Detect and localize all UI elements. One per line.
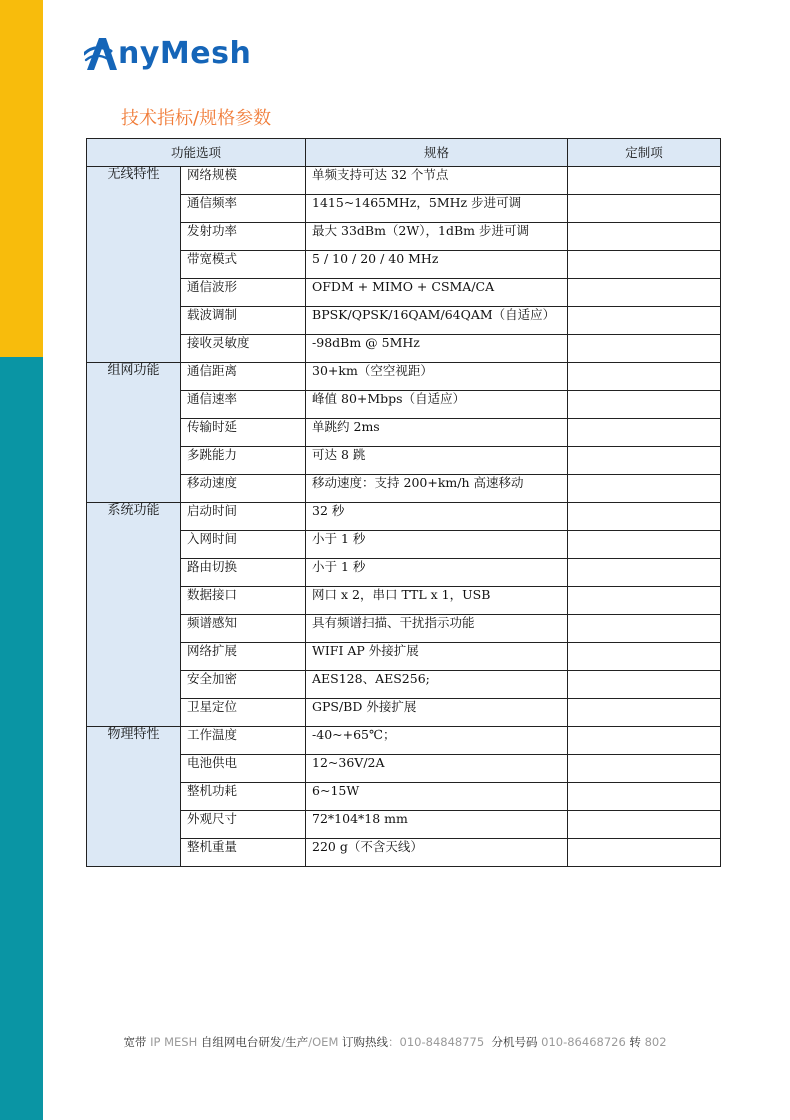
table-row	[87, 615, 721, 643]
spec-cell: BPSK/QPSK/16QAM/64QAM（自适应）	[306, 307, 568, 335]
footer-text-part: 分机号码	[484, 1035, 542, 1049]
table-row	[87, 363, 721, 391]
spec-cell: 6~15W	[306, 783, 568, 811]
feature-cell: 网络规模	[181, 167, 306, 195]
table-row	[87, 755, 721, 783]
custom-cell	[568, 307, 721, 335]
footer-text-part: ：010-84848775	[388, 1035, 485, 1049]
group-label: 无线特性	[87, 167, 181, 363]
spec-cell: 12~36V/2A	[306, 755, 568, 783]
table-row	[87, 811, 721, 839]
feature-cell: 移动速度	[181, 475, 306, 503]
footer-text-part: /	[281, 1035, 286, 1049]
custom-cell	[568, 335, 721, 363]
custom-cell	[568, 671, 721, 699]
table-row	[87, 391, 721, 419]
footer-text-part: /OEM	[308, 1035, 339, 1049]
footer-text-part: 自组网电台研发	[197, 1035, 282, 1049]
feature-cell: 多跳能力	[181, 447, 306, 475]
custom-cell	[568, 643, 721, 671]
spec-cell: 小于 1 秒	[306, 559, 568, 587]
custom-cell	[568, 587, 721, 615]
custom-cell	[568, 503, 721, 531]
spec-cell: 网口 x 2，串口 TTL x 1，USB	[306, 587, 568, 615]
feature-cell: 载波调制	[181, 307, 306, 335]
spec-table-body	[87, 167, 721, 867]
feature-cell: 发射功率	[181, 223, 306, 251]
spec-cell: 32 秒	[306, 503, 568, 531]
custom-cell	[568, 447, 721, 475]
footer-text-part: 010-86468726	[541, 1035, 626, 1049]
feature-cell: 整机重量	[181, 839, 306, 867]
feature-cell: 通信波形	[181, 279, 306, 307]
custom-cell	[568, 727, 721, 755]
table-row	[87, 223, 721, 251]
spec-table	[86, 138, 721, 867]
footer-text-part: IP MESH	[150, 1035, 198, 1049]
table-row	[87, 335, 721, 363]
custom-cell	[568, 811, 721, 839]
spec-cell: 5 / 10 / 20 / 40 MHz	[306, 251, 568, 279]
sidebar-accent-teal	[0, 357, 43, 1120]
spec-cell: AES128、AES256;	[306, 671, 568, 699]
table-row	[87, 307, 721, 335]
custom-cell	[568, 699, 721, 727]
section-title: 技术指标/规格参数	[121, 108, 272, 129]
footer-contact	[0, 1034, 790, 1050]
logo-a-mark	[84, 34, 120, 74]
custom-cell	[568, 755, 721, 783]
table-row	[87, 419, 721, 447]
feature-cell: 频谱感知	[181, 615, 306, 643]
anymesh-logo	[84, 34, 251, 74]
feature-cell: 网络扩展	[181, 643, 306, 671]
spec-cell: -98dBm @ 5MHz	[306, 335, 568, 363]
custom-cell	[568, 223, 721, 251]
table-row	[87, 587, 721, 615]
feature-cell: 启动时间	[181, 503, 306, 531]
sidebar-accent-yellow	[0, 0, 43, 357]
custom-cell	[568, 615, 721, 643]
footer-text-part: 802	[644, 1035, 667, 1049]
table-row	[87, 671, 721, 699]
feature-cell: 电池供电	[181, 755, 306, 783]
feature-cell: 入网时间	[181, 531, 306, 559]
group-label: 物理特性	[87, 727, 181, 867]
feature-cell: 接收灵敏度	[181, 335, 306, 363]
feature-cell: 路由切换	[181, 559, 306, 587]
header-feature: 功能选项	[87, 139, 306, 167]
table-row	[87, 783, 721, 811]
table-row	[87, 699, 721, 727]
table-header-row	[87, 139, 721, 167]
spec-cell: 具有频谱扫描、干扰指示功能	[306, 615, 568, 643]
feature-cell: 通信频率	[181, 195, 306, 223]
feature-cell: 数据接口	[181, 587, 306, 615]
table-row	[87, 531, 721, 559]
logo-text: nyMesh	[118, 36, 252, 71]
spec-cell: 30+km（空空视距）	[306, 363, 568, 391]
feature-cell: 安全加密	[181, 671, 306, 699]
spec-cell: OFDM + MIMO + CSMA/CA	[306, 279, 568, 307]
group-label: 组网功能	[87, 363, 181, 503]
spec-cell: 单频支持可达 32 个节点	[306, 167, 568, 195]
custom-cell	[568, 531, 721, 559]
table-row	[87, 251, 721, 279]
table-row	[87, 643, 721, 671]
spec-cell: 最大 33dBm（2W），1dBm 步进可调	[306, 223, 568, 251]
spec-cell: 小于 1 秒	[306, 531, 568, 559]
feature-cell: 带宽模式	[181, 251, 306, 279]
custom-cell	[568, 279, 721, 307]
spec-cell: 移动速度：支持 200+km/h 高速移动	[306, 475, 568, 503]
custom-cell	[568, 251, 721, 279]
feature-cell: 通信速率	[181, 391, 306, 419]
spec-cell: 1415~1465MHz，5MHz 步进可调	[306, 195, 568, 223]
table-row	[87, 447, 721, 475]
header-spec: 规格	[306, 139, 568, 167]
custom-cell	[568, 363, 721, 391]
table-row	[87, 559, 721, 587]
footer-text-part: 宽带	[123, 1035, 151, 1049]
group-label: 系统功能	[87, 503, 181, 727]
spec-cell: 峰值 80+Mbps（自适应）	[306, 391, 568, 419]
feature-cell: 卫星定位	[181, 699, 306, 727]
spec-cell: -40~+65℃；	[306, 727, 568, 755]
custom-cell	[568, 195, 721, 223]
footer-text-part: 转	[625, 1035, 645, 1049]
table-row	[87, 195, 721, 223]
spec-cell: 可达 8 跳	[306, 447, 568, 475]
footer-text-part: 生产	[285, 1035, 309, 1049]
custom-cell	[568, 167, 721, 195]
custom-cell	[568, 419, 721, 447]
spec-cell: 单跳约 2ms	[306, 419, 568, 447]
spec-cell: GPS/BD 外接扩展	[306, 699, 568, 727]
custom-cell	[568, 783, 721, 811]
feature-cell: 整机功耗	[181, 783, 306, 811]
table-row	[87, 279, 721, 307]
custom-cell	[568, 559, 721, 587]
custom-cell	[568, 475, 721, 503]
custom-cell	[568, 839, 721, 867]
footer-text-part: 订购热线	[338, 1035, 389, 1049]
table-row	[87, 727, 721, 755]
table-row	[87, 503, 721, 531]
feature-cell: 传输时延	[181, 419, 306, 447]
table-row	[87, 839, 721, 867]
feature-cell: 外观尺寸	[181, 811, 306, 839]
spec-cell: 220 g（不含天线）	[306, 839, 568, 867]
header-custom: 定制项	[568, 139, 721, 167]
feature-cell: 工作温度	[181, 727, 306, 755]
table-row	[87, 475, 721, 503]
table-row	[87, 167, 721, 195]
spec-cell: WIFI AP 外接扩展	[306, 643, 568, 671]
custom-cell	[568, 391, 721, 419]
spec-cell: 72*104*18 mm	[306, 811, 568, 839]
feature-cell: 通信距离	[181, 363, 306, 391]
